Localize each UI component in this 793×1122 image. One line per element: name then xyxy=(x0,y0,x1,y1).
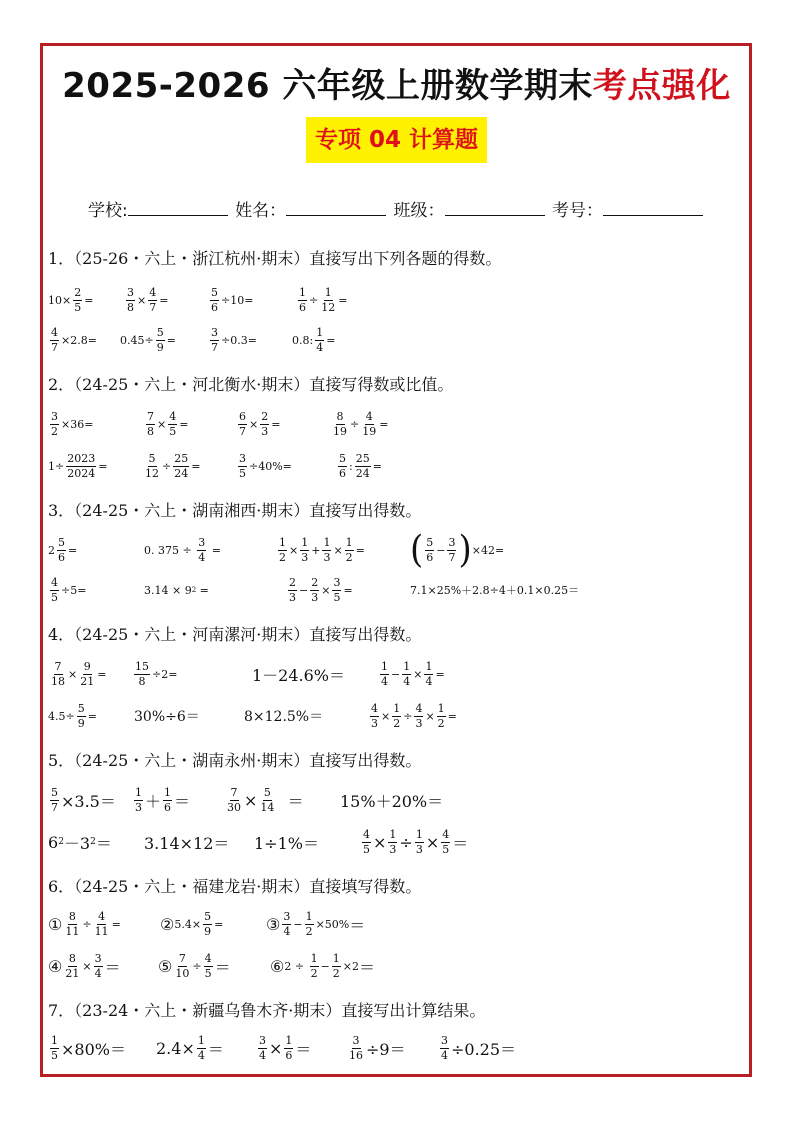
question-6-row-2 xyxy=(48,946,748,986)
problem: ③ $\frac{3}{4}$ − $\frac{1}{2}$ × 50% ＝ xyxy=(266,909,366,938)
problem: $\frac{3}{5}$ ÷ 40% = xyxy=(239,451,292,480)
problem: 3.14 × 9 2 = xyxy=(144,583,209,597)
problem: 10 × $\frac{2}{5}$ = xyxy=(48,285,94,314)
question-6-heading: 6．（24-25・六上・福建龙岩·期末）直接填写得数。 xyxy=(48,877,422,896)
problem: $\frac{15}{8}$ ÷ 2 = xyxy=(135,659,178,688)
problem: 0.8 : $\frac{1}{4}$ = xyxy=(292,325,336,354)
question-3-row-1 xyxy=(48,530,748,570)
problem: $\frac{4}{5}$ × $\frac{1}{3}$ ÷ $\frac{1}{3}$ × $\frac{4}{5}$ ＝ xyxy=(363,827,469,856)
number-blank[interactable] xyxy=(603,200,703,216)
problem: $\frac{1}{2}$ × $\frac{1}{3}$ + $\frac{1}{3}$ × $\frac{1}{2}$ = xyxy=(279,535,365,564)
question-7-heading: 7．（23-24・六上・新疆乌鲁木齐·期末）直接写出计算结果。 xyxy=(48,1001,486,1020)
problem: $\frac{6}{7}$ × $\frac{2}{3}$ = xyxy=(239,409,281,438)
school-label: 学校: xyxy=(88,201,128,221)
problem: ( $\frac{5}{6}$ − $\frac{3}{7}$ ) × 42 = xyxy=(410,528,505,572)
problem: 2 $\frac{5}{6}$ = xyxy=(48,535,78,564)
question-4-row-2 xyxy=(48,696,748,736)
problem: 1÷1%＝ xyxy=(254,833,319,853)
question-6-row-1 xyxy=(48,904,748,944)
problem: $\frac{7}{8}$ × $\frac{4}{5}$ = xyxy=(147,409,189,438)
problem: $\frac{3}{7}$ ÷ 0.3 = xyxy=(211,325,257,354)
question-4-heading: 4．（24-25・六上・河南漯河·期末）直接写出得数。 xyxy=(48,625,422,644)
problem: ② 5.4 × $\frac{5}{9}$ = xyxy=(160,909,224,938)
page-subtitle: 专项 04 计算题 xyxy=(306,117,487,163)
question-1-heading: 1．（25-26・六上・浙江杭州·期末）直接写出下列各题的得数。 xyxy=(48,249,502,268)
problem: $\frac{5}{12}$ ÷ $\frac{25}{24}$ = xyxy=(145,451,201,480)
question-2-heading: 2．（24-25・六上・河北衡水·期末）直接写得数或比值。 xyxy=(48,375,454,394)
problem: ④ $\frac{8}{21}$ × $\frac{3}{4}$ ＝ xyxy=(48,951,121,980)
question-5-heading: 5．（24-25・六上・湖南永州·期末）直接写出得数。 xyxy=(48,751,422,770)
title-main: 2025-2026 六年级上册数学期末 xyxy=(62,66,593,106)
problem: 1－24.6%＝ xyxy=(252,665,346,685)
question-7-row-1 xyxy=(48,1028,748,1068)
problem: 7.1×25%＋2.8÷4＋0.1×0.25＝ xyxy=(410,584,580,597)
question-5-row-1 xyxy=(48,780,748,820)
problem: 2.4× $\frac{1}{4}$ ＝ xyxy=(156,1033,224,1062)
question-1-row-2 xyxy=(48,320,748,360)
class-blank[interactable] xyxy=(445,200,545,216)
question-3-heading: 3．（24-25・六上・湖南湘西·期末）直接写出得数。 xyxy=(48,501,422,520)
name-blank[interactable] xyxy=(286,200,386,216)
problem: $\frac{1}{3}$ ＋ $\frac{1}{6}$ ＝ xyxy=(135,785,191,814)
question-4-row-1 xyxy=(48,654,748,694)
number-label: 考号： xyxy=(551,201,603,221)
problem: $\frac{4}{7}$ × 2.8 = xyxy=(51,325,97,354)
problem: $\frac{3}{8}$ × $\frac{4}{7}$ = xyxy=(127,285,169,314)
name-label: 姓名： xyxy=(235,201,287,221)
problem: $\frac{3}{4}$ ÷0.25＝ xyxy=(441,1033,517,1062)
problem: 0. 375 ÷ $\frac{3}{4}$ = xyxy=(144,535,221,564)
problem: $\frac{3}{2}$ × 36 = xyxy=(51,409,94,438)
problem: $\frac{1}{5}$ ×80%＝ xyxy=(51,1033,126,1062)
problem: ⑤ $\frac{7}{10}$ ÷ $\frac{4}{5}$ ＝ xyxy=(158,951,231,980)
problem: $\frac{1}{6}$ ÷ $\frac{1}{12}$ = xyxy=(299,285,348,314)
problem: $\frac{3}{16}$ ÷9＝ xyxy=(349,1033,406,1062)
problem: 6 2 －3 2 ＝ xyxy=(48,832,112,853)
student-info-line xyxy=(88,196,705,221)
problem: $\frac{3}{4}$ × $\frac{1}{6}$ ＝ xyxy=(259,1033,312,1062)
problem: 15%＋20%＝ xyxy=(340,791,444,811)
problem: ⑥ 2 ÷ $\frac{1}{2}$ − $\frac{1}{2}$ × 2 ＝ xyxy=(270,951,376,980)
question-2-row-1 xyxy=(48,404,748,444)
problem: 30%÷6＝ xyxy=(134,709,200,725)
problem: 1 ÷ $\frac{2023}{2024}$ = xyxy=(48,451,108,480)
problem: 8×12.5%＝ xyxy=(244,709,324,725)
problem: $\frac{4}{5}$ ÷ 5 = xyxy=(51,575,87,604)
problem: ① $\frac{8}{11}$ ÷ $\frac{4}{11}$ = xyxy=(48,909,121,938)
problem: $\frac{5}{7}$ ×3.5＝ xyxy=(51,785,116,814)
problem: $\frac{5}{6}$ ÷ 10 = xyxy=(211,285,254,314)
problem: $\frac{5}{6}$ : $\frac{25}{24}$ = xyxy=(339,451,382,480)
problem: $\frac{7}{18}$ × $\frac{9}{21}$ = xyxy=(51,659,107,688)
problem: $\frac{8}{19}$ ÷ $\frac{4}{19}$ = xyxy=(333,409,389,438)
question-2-row-2 xyxy=(48,446,748,486)
problem: 0.45 ÷ $\frac{5}{9}$ = xyxy=(120,325,176,354)
problem: $\frac{2}{3}$ − $\frac{2}{3}$ × $\frac{3}{5}$ = xyxy=(289,575,353,604)
class-label: 班级： xyxy=(393,201,445,221)
problem: $\frac{4}{3}$ × $\frac{1}{2}$ ÷ $\frac{4}{3}$ × $\frac{1}{2}$ = xyxy=(371,701,457,730)
question-3-row-2 xyxy=(48,570,748,610)
question-5-row-2 xyxy=(48,822,748,862)
page-title xyxy=(0,58,793,107)
problem: $\frac{1}{4}$ − $\frac{1}{4}$ × $\frac{1}{4}$ = xyxy=(381,659,445,688)
problem: $\frac{7}{30}$ × $\frac{5}{14}$ ＝ xyxy=(227,785,304,814)
school-blank[interactable] xyxy=(128,200,228,216)
title-highlight: 考点强化 xyxy=(592,66,731,106)
problem: 3.14×12＝ xyxy=(144,833,230,853)
problem: 4.5 ÷ $\frac{5}{9}$ = xyxy=(48,701,97,730)
question-1-row-1 xyxy=(48,280,748,320)
